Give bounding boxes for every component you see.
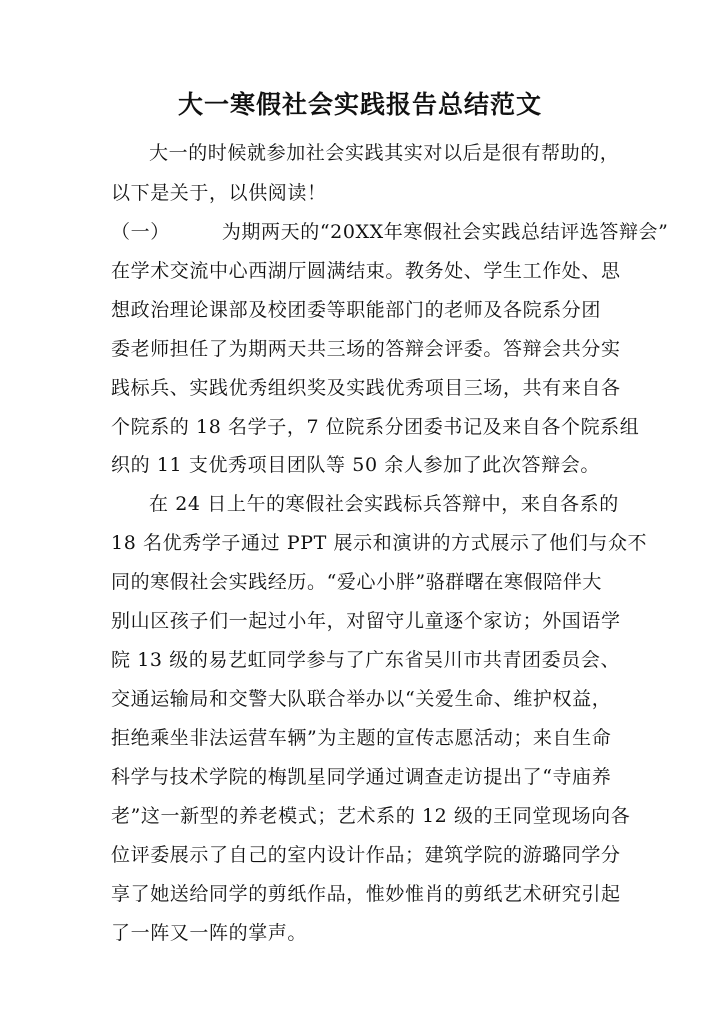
paragraph-line: 院 13 级的易艺虹同学参与了广东省吴川市共青团委员会、 xyxy=(111,649,621,671)
paragraph-line: 18 名优秀学子通过 PPT 展示和演讲的方式展示了他们与众不 xyxy=(111,532,648,554)
section-number: （一） xyxy=(111,221,170,243)
paragraph-line: 拒绝乘坐非法运营车辆”为主题的宣传志愿活动；来自生命 xyxy=(111,727,612,749)
paragraph-line: 同的寒假社会实践经历。“爱心小胖”骆群曙在寒假陪伴大 xyxy=(111,571,603,593)
paragraph-text: 为期两天的“20XX年寒假社会实践总结评选答辩会” xyxy=(221,221,669,243)
paragraph-line: 践标兵、实践优秀组织奖及实践优秀项目三场，共有来自各 xyxy=(111,377,621,399)
paragraph-line: 大一的时候就参加社会实践其实对以后是很有帮助的， xyxy=(149,142,620,164)
section-heading-line xyxy=(111,219,668,245)
paragraph-line: 个院系的 18 名学子，7 位院系分团委书记及来自各个院系组 xyxy=(111,416,640,438)
paragraph-line: 以下是关于，以供阅读！ xyxy=(111,182,327,204)
paragraph-line: 委老师担任了为期两天共三场的答辩会评委。答辩会共分实 xyxy=(111,338,621,360)
paragraph-line: 了一阵又一阵的掌声。 xyxy=(111,922,308,944)
paragraph-line: 享了她送给同学的剪纸作品，惟妙惟肖的剪纸艺术研究引起 xyxy=(111,883,621,905)
paragraph-line: 科学与技术学院的梅凯星同学通过调查走访提出了“寺庙养 xyxy=(111,766,612,788)
paragraph-line: 织的 11 支优秀项目团队等 50 余人参加了此次答辩会。 xyxy=(111,454,600,476)
paragraph-line: 别山区孩子们一起过小年，对留守儿童逐个家访；外国语学 xyxy=(111,610,621,632)
document-title: 大一寒假社会实践报告总结范文 xyxy=(177,90,542,119)
paragraph-line: 交通运输局和交警大队联合举办以“关爱生命、维护权益， xyxy=(111,688,612,710)
paragraph-line: 在学术交流中心西湖厅圆满结束。教务处、学生工作处、思 xyxy=(111,260,621,282)
paragraph-line: 位评委展示了自己的室内设计作品；建筑学院的游璐同学分 xyxy=(111,844,621,866)
paragraph-line: 在 24 日上午的寒假社会实践标兵答辩中，来自各系的 xyxy=(149,493,619,515)
paragraph-line: 想政治理论课部及校团委等职能部门的老师及各院系分团 xyxy=(111,299,602,321)
paragraph-line: 老”这一新型的养老模式；艺术系的 12 级的王同堂现场向各 xyxy=(111,805,631,827)
